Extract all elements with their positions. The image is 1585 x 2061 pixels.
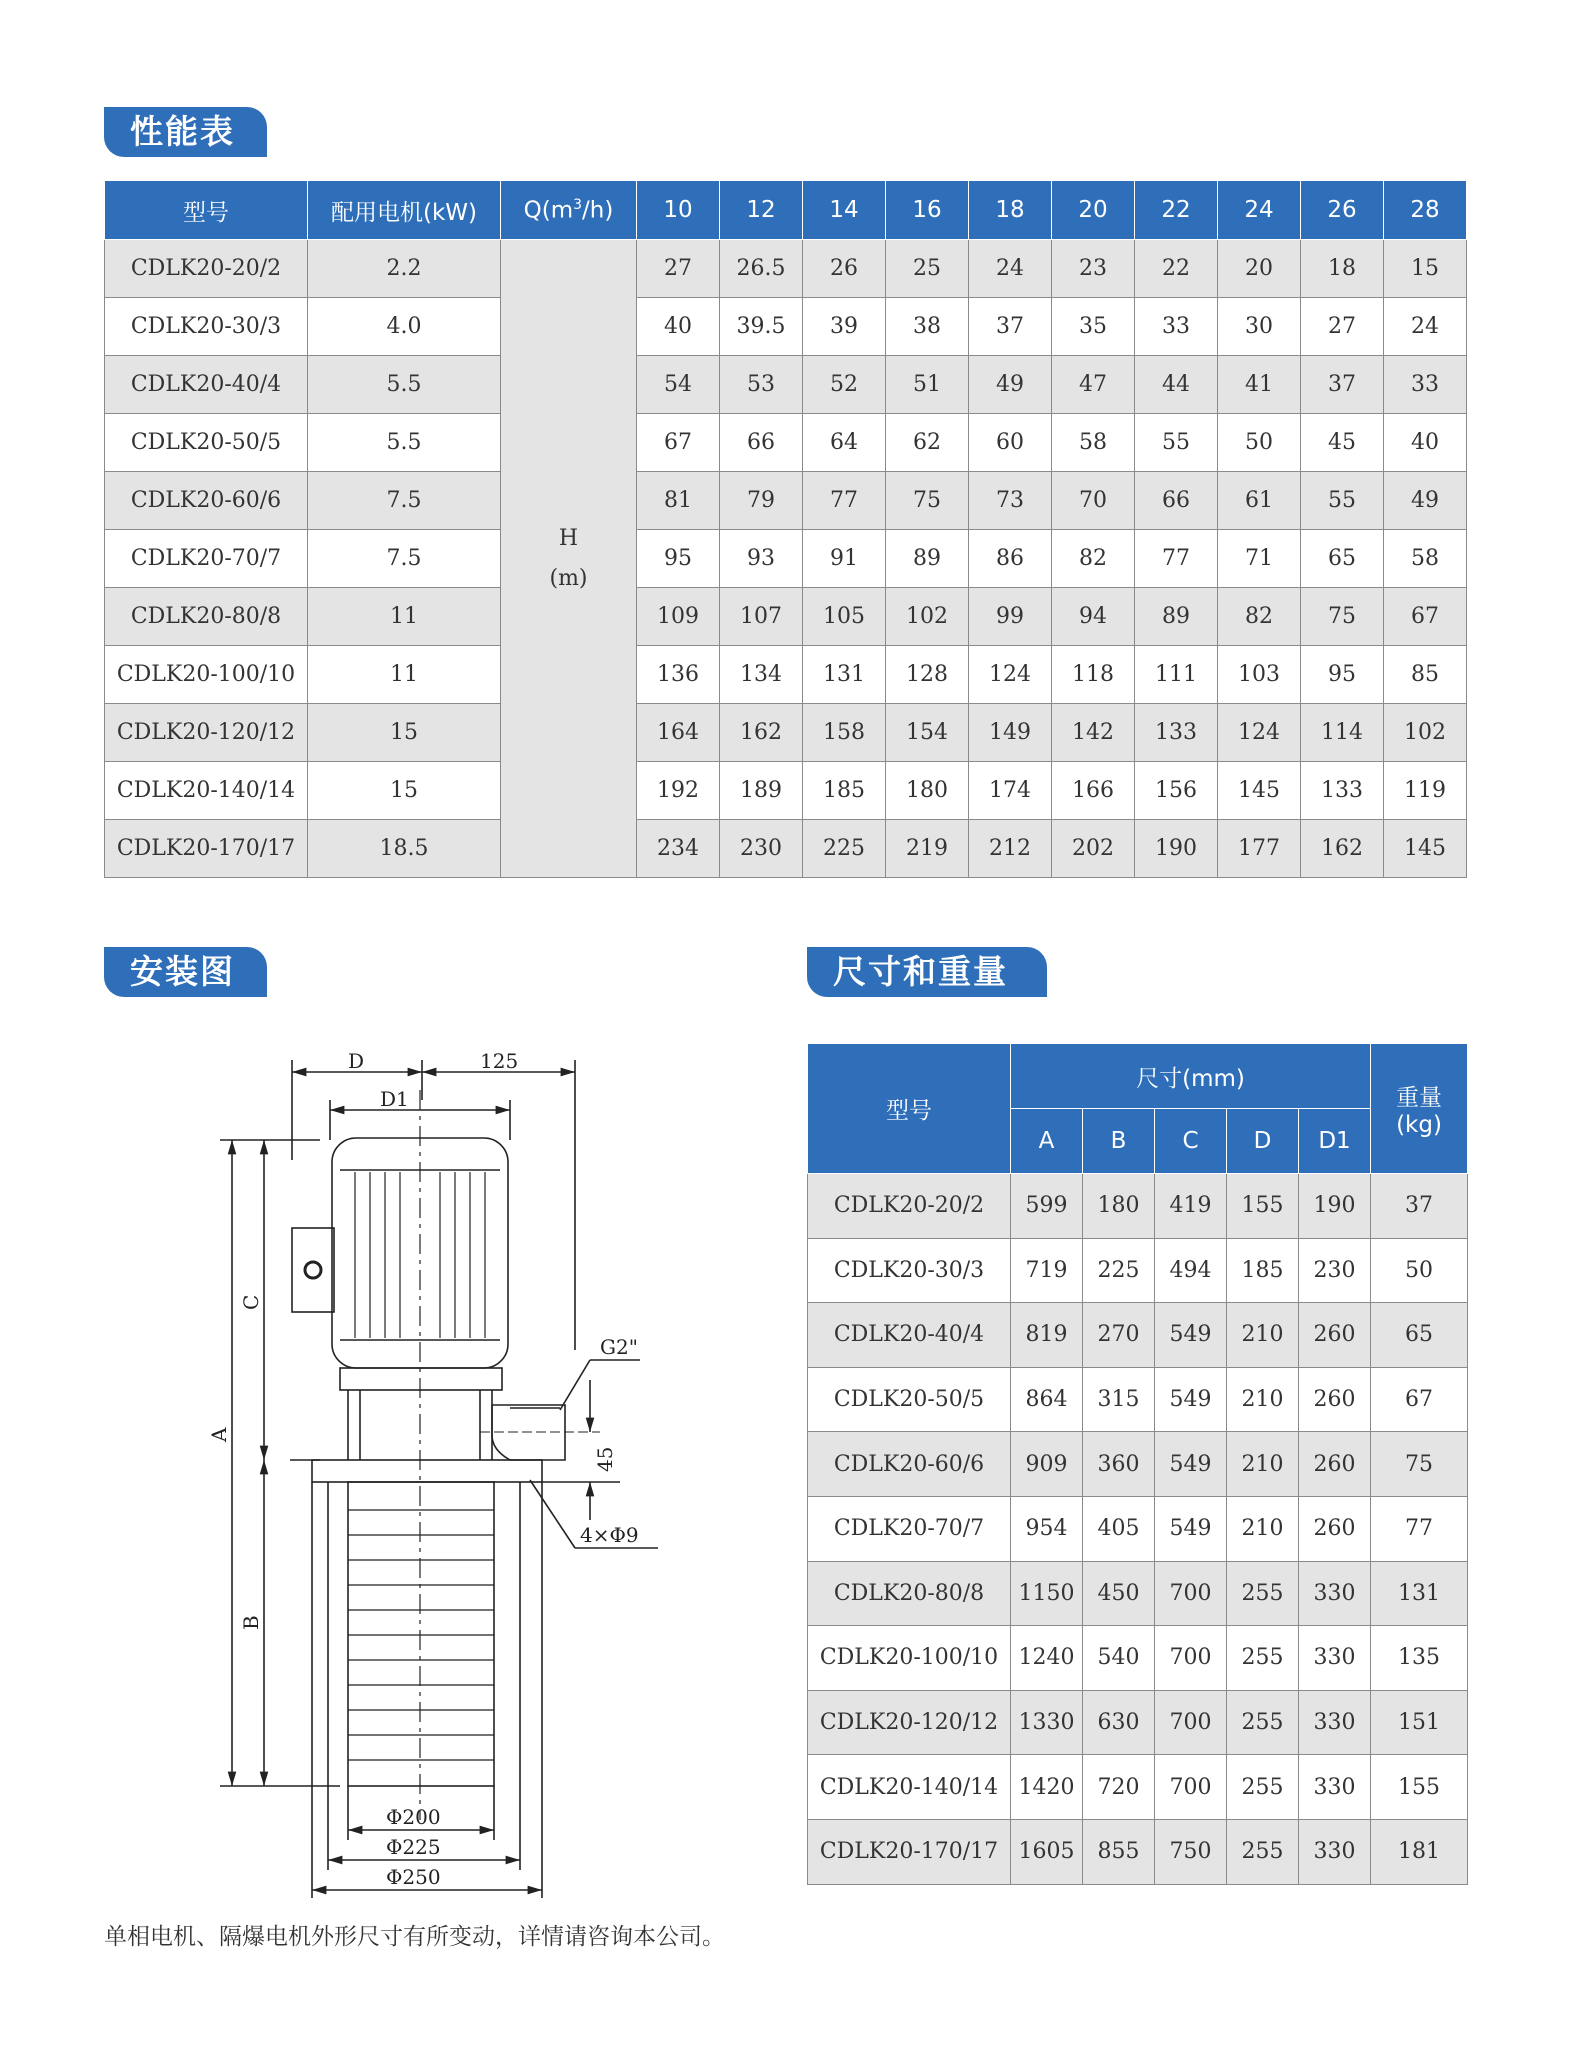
- header-flow: 28: [1384, 181, 1467, 240]
- dimension-cell: 419: [1155, 1174, 1227, 1239]
- head-value-cell: 102: [1384, 704, 1467, 762]
- dimension-cell: 855: [1083, 1819, 1155, 1884]
- head-value-cell: 82: [1052, 530, 1135, 588]
- header-flow: 16: [886, 181, 969, 240]
- weight-cell: 131: [1371, 1561, 1468, 1626]
- head-value-cell: 89: [886, 530, 969, 588]
- head-value-cell: 162: [1301, 820, 1384, 878]
- head-value-cell: 30: [1218, 298, 1301, 356]
- weight-cell: 75: [1371, 1432, 1468, 1497]
- head-unit: (m): [549, 565, 588, 591]
- header-flow-unit: $Q(m^3/h)$: [501, 181, 637, 240]
- dimension-cell: 260: [1299, 1432, 1371, 1497]
- table-row: [808, 1496, 1468, 1561]
- table-row: [808, 1303, 1468, 1368]
- label-a: A: [207, 1427, 231, 1442]
- head-value-cell: 82: [1218, 588, 1301, 646]
- head-value-cell: 225: [803, 820, 886, 878]
- table-row: [808, 1432, 1468, 1497]
- head-value-cell: 64: [803, 414, 886, 472]
- dim-header-col: C: [1155, 1109, 1227, 1174]
- model-cell: CDLK20-70/7: [808, 1496, 1011, 1561]
- dimension-cell: 260: [1299, 1496, 1371, 1561]
- dimension-cell: 210: [1227, 1496, 1299, 1561]
- weight-cell: 65: [1371, 1303, 1468, 1368]
- table-row: [808, 1174, 1468, 1239]
- head-value-cell: 230: [720, 820, 803, 878]
- head-value-cell: 142: [1052, 704, 1135, 762]
- head-value-cell: 174: [969, 762, 1052, 820]
- motor-kw-cell: 7.5: [308, 472, 501, 530]
- model-cell: CDLK20-100/10: [808, 1626, 1011, 1691]
- head-value-cell: 38: [886, 298, 969, 356]
- head-value-cell: 124: [969, 646, 1052, 704]
- table-row: [105, 820, 1467, 878]
- dimension-cell: 954: [1011, 1496, 1083, 1561]
- head-value-cell: 61: [1218, 472, 1301, 530]
- head-value-cell: 145: [1384, 820, 1467, 878]
- head-value-cell: 81: [637, 472, 720, 530]
- head-value-cell: 124: [1218, 704, 1301, 762]
- head-value-cell: 70: [1052, 472, 1135, 530]
- head-value-cell: 77: [1135, 530, 1218, 588]
- head-value-cell: 39: [803, 298, 886, 356]
- head-value-cell: 49: [1384, 472, 1467, 530]
- head-value-cell: 66: [720, 414, 803, 472]
- dimension-cell: 1420: [1011, 1755, 1083, 1820]
- dimension-cell: 360: [1083, 1432, 1155, 1497]
- dimension-cell: 750: [1155, 1819, 1227, 1884]
- header-flow: 22: [1135, 181, 1218, 240]
- dimension-cell: 330: [1299, 1626, 1371, 1691]
- install-section-title: 安装图: [104, 947, 267, 997]
- head-value-cell: 162: [720, 704, 803, 762]
- table-row: [105, 414, 1467, 472]
- table-row: [808, 1561, 1468, 1626]
- installation-drawing: [180, 1040, 700, 1900]
- model-cell: CDLK20-60/6: [808, 1432, 1011, 1497]
- dimension-cell: 180: [1083, 1174, 1155, 1239]
- head-value-cell: 55: [1135, 414, 1218, 472]
- table-row: [105, 762, 1467, 820]
- label-holes: 4×Φ9: [580, 1523, 639, 1547]
- head-value-cell: 60: [969, 414, 1052, 472]
- dimension-cell: 230: [1299, 1238, 1371, 1303]
- dimension-cell: 210: [1227, 1432, 1299, 1497]
- weight-cell: 135: [1371, 1626, 1468, 1691]
- table-row: [808, 1367, 1468, 1432]
- model-cell: CDLK20-120/12: [105, 704, 308, 762]
- dimension-cell: 630: [1083, 1690, 1155, 1755]
- model-cell: CDLK20-20/2: [105, 240, 308, 298]
- model-cell: CDLK20-50/5: [105, 414, 308, 472]
- head-value-cell: 158: [803, 704, 886, 762]
- head-value-cell: 118: [1052, 646, 1135, 704]
- label-125: 125: [480, 1049, 519, 1073]
- label-d1: D1: [380, 1087, 409, 1111]
- header-flow: 10: [637, 181, 720, 240]
- dimension-cell: 1330: [1011, 1690, 1083, 1755]
- dimension-cell: 909: [1011, 1432, 1083, 1497]
- dim-header-col: D: [1227, 1109, 1299, 1174]
- head-value-cell: 27: [1301, 298, 1384, 356]
- head-value-cell: 107: [720, 588, 803, 646]
- weight-cell: 77: [1371, 1496, 1468, 1561]
- dim-header-col: B: [1083, 1109, 1155, 1174]
- head-value-cell: 103: [1218, 646, 1301, 704]
- header-flow: 12: [720, 181, 803, 240]
- head-value-cell: 66: [1135, 472, 1218, 530]
- dimension-cell: 1240: [1011, 1626, 1083, 1691]
- head-value-cell: 131: [803, 646, 886, 704]
- head-value-cell: 44: [1135, 356, 1218, 414]
- dimension-cell: 225: [1083, 1238, 1155, 1303]
- head-value-cell: 47: [1052, 356, 1135, 414]
- head-value-cell: 49: [969, 356, 1052, 414]
- head-value-cell: 37: [969, 298, 1052, 356]
- head-value-cell: 156: [1135, 762, 1218, 820]
- head-value-cell: 52: [803, 356, 886, 414]
- table-row: [808, 1755, 1468, 1820]
- dimension-cell: 270: [1083, 1303, 1155, 1368]
- model-cell: CDLK20-30/3: [105, 298, 308, 356]
- weight-cell: 50: [1371, 1238, 1468, 1303]
- dimension-cell: 255: [1227, 1755, 1299, 1820]
- dimension-cell: 599: [1011, 1174, 1083, 1239]
- header-flow: 24: [1218, 181, 1301, 240]
- head-value-cell: 39.5: [720, 298, 803, 356]
- header-model: 型号: [105, 181, 308, 240]
- head-value-cell: 25: [886, 240, 969, 298]
- head-value-cell: 234: [637, 820, 720, 878]
- head-value-cell: 27: [637, 240, 720, 298]
- head-value-cell: 99: [969, 588, 1052, 646]
- header-flow: 20: [1052, 181, 1135, 240]
- head-value-cell: 62: [886, 414, 969, 472]
- table-row: [105, 704, 1467, 762]
- head-value-cell: 15: [1384, 240, 1467, 298]
- label-phi225: Φ225: [386, 1835, 441, 1859]
- head-value-cell: 154: [886, 704, 969, 762]
- model-cell: CDLK20-80/8: [808, 1561, 1011, 1626]
- motor-kw-cell: 11: [308, 588, 501, 646]
- head-value-cell: 45: [1301, 414, 1384, 472]
- header-flow: 26: [1301, 181, 1384, 240]
- motor-kw-cell: 4.0: [308, 298, 501, 356]
- label-45: 45: [593, 1446, 617, 1472]
- head-value-cell: 22: [1135, 240, 1218, 298]
- head-value-cell: 54: [637, 356, 720, 414]
- head-value-cell: 65: [1301, 530, 1384, 588]
- head-value-cell: 95: [637, 530, 720, 588]
- performance-section-title: 性能表: [104, 107, 267, 157]
- footnote: 单相电机、隔爆电机外形尺寸有所变动，详情请咨询本公司。: [104, 1924, 725, 1950]
- head-value-cell: 86: [969, 530, 1052, 588]
- head-value-cell: 133: [1301, 762, 1384, 820]
- dimension-cell: 405: [1083, 1496, 1155, 1561]
- dimension-cell: 255: [1227, 1626, 1299, 1691]
- motor-kw-cell: 5.5: [308, 414, 501, 472]
- head-value-cell: 89: [1135, 588, 1218, 646]
- head-value-cell: 33: [1384, 356, 1467, 414]
- dimension-table: [807, 1043, 1468, 1885]
- dimension-cell: 864: [1011, 1367, 1083, 1432]
- dimension-cell: 450: [1083, 1561, 1155, 1626]
- label-g2: G2": [600, 1335, 638, 1359]
- head-value-cell: 95: [1301, 646, 1384, 704]
- motor-kw-cell: 2.2: [308, 240, 501, 298]
- dimension-cell: 540: [1083, 1626, 1155, 1691]
- dimension-cell: 1150: [1011, 1561, 1083, 1626]
- model-cell: CDLK20-80/8: [105, 588, 308, 646]
- head-value-cell: 24: [969, 240, 1052, 298]
- model-cell: CDLK20-140/14: [808, 1755, 1011, 1820]
- model-cell: CDLK20-120/12: [808, 1690, 1011, 1755]
- dim-header-weight: 重量 (kg): [1371, 1044, 1468, 1174]
- header-flow: 18: [969, 181, 1052, 240]
- dimension-cell: 719: [1011, 1238, 1083, 1303]
- dimension-cell: 330: [1299, 1755, 1371, 1820]
- dimension-cell: 255: [1227, 1561, 1299, 1626]
- head-value-cell: 24: [1384, 298, 1467, 356]
- head-value-cell: 23: [1052, 240, 1135, 298]
- dimension-cell: 549: [1155, 1367, 1227, 1432]
- dimension-cell: 330: [1299, 1690, 1371, 1755]
- weight-cell: 37: [1371, 1174, 1468, 1239]
- dimension-cell: 549: [1155, 1303, 1227, 1368]
- head-value-cell: 166: [1052, 762, 1135, 820]
- weight-cell: 67: [1371, 1367, 1468, 1432]
- dimension-cell: 549: [1155, 1432, 1227, 1497]
- dimension-cell: 700: [1155, 1755, 1227, 1820]
- head-value-cell: 55: [1301, 472, 1384, 530]
- head-value-cell: 133: [1135, 704, 1218, 762]
- head-value-cell: 37: [1301, 356, 1384, 414]
- model-cell: CDLK20-100/10: [105, 646, 308, 704]
- model-cell: CDLK20-20/2: [808, 1174, 1011, 1239]
- head-value-cell: 149: [969, 704, 1052, 762]
- dimension-cell: 819: [1011, 1303, 1083, 1368]
- table-row: [105, 588, 1467, 646]
- dimension-cell: 155: [1227, 1174, 1299, 1239]
- head-value-cell: 40: [1384, 414, 1467, 472]
- head-value-cell: 26.5: [720, 240, 803, 298]
- table-row: [105, 356, 1467, 414]
- head-value-cell: 33: [1135, 298, 1218, 356]
- head-value-cell: 73: [969, 472, 1052, 530]
- motor-kw-cell: 11: [308, 646, 501, 704]
- head-value-cell: 94: [1052, 588, 1135, 646]
- head-value-cell: 164: [637, 704, 720, 762]
- model-cell: CDLK20-30/3: [808, 1238, 1011, 1303]
- table-row: [105, 240, 1467, 298]
- head-value-cell: 53: [720, 356, 803, 414]
- dimension-cell: 700: [1155, 1690, 1227, 1755]
- head-value-cell: 77: [803, 472, 886, 530]
- head-value-cell: 119: [1384, 762, 1467, 820]
- head-value-cell: 75: [886, 472, 969, 530]
- model-cell: CDLK20-40/4: [808, 1303, 1011, 1368]
- motor-kw-cell: 15: [308, 762, 501, 820]
- dimension-cell: 330: [1299, 1819, 1371, 1884]
- head-value-cell: 26: [803, 240, 886, 298]
- dimension-cell: 255: [1227, 1690, 1299, 1755]
- head-value-cell: 192: [637, 762, 720, 820]
- head-value-cell: 35: [1052, 298, 1135, 356]
- weight-cell: 181: [1371, 1819, 1468, 1884]
- table-row: [105, 530, 1467, 588]
- head-value-cell: 114: [1301, 704, 1384, 762]
- model-cell: CDLK20-70/7: [105, 530, 308, 588]
- head-value-cell: 67: [637, 414, 720, 472]
- table-row: [105, 646, 1467, 704]
- label-phi200: Φ200: [386, 1805, 441, 1829]
- weight-cell: 151: [1371, 1690, 1468, 1755]
- dim-header-size: 尺寸(mm): [1011, 1044, 1371, 1109]
- head-value-cell: 50: [1218, 414, 1301, 472]
- head-value-cell: 185: [803, 762, 886, 820]
- head-value-cell: 85: [1384, 646, 1467, 704]
- dimension-cell: 260: [1299, 1367, 1371, 1432]
- label-d: D: [348, 1049, 365, 1073]
- head-value-cell: 190: [1135, 820, 1218, 878]
- head-value-cell: 189: [720, 762, 803, 820]
- size-section-title: 尺寸和重量: [807, 947, 1047, 997]
- head-value-cell: 177: [1218, 820, 1301, 878]
- dimension-cell: 210: [1227, 1303, 1299, 1368]
- head-value-cell: 111: [1135, 646, 1218, 704]
- model-cell: CDLK20-50/5: [808, 1367, 1011, 1432]
- head-value-cell: 105: [803, 588, 886, 646]
- dimension-cell: 315: [1083, 1367, 1155, 1432]
- head-value-cell: 93: [720, 530, 803, 588]
- head-value-cell: 18: [1301, 240, 1384, 298]
- head-value-cell: 67: [1384, 588, 1467, 646]
- dimension-cell: 330: [1299, 1561, 1371, 1626]
- dimension-cell: 190: [1299, 1174, 1371, 1239]
- dimension-cell: 210: [1227, 1367, 1299, 1432]
- model-cell: CDLK20-60/6: [105, 472, 308, 530]
- performance-table: [104, 180, 1467, 878]
- table-row: [105, 298, 1467, 356]
- model-cell: CDLK20-40/4: [105, 356, 308, 414]
- head-value-cell: 219: [886, 820, 969, 878]
- head-value-cell: 20: [1218, 240, 1301, 298]
- head-value-cell: 109: [637, 588, 720, 646]
- weight-cell: 155: [1371, 1755, 1468, 1820]
- table-row: [808, 1238, 1468, 1303]
- label-c: C: [239, 1294, 263, 1310]
- head-value-cell: 58: [1052, 414, 1135, 472]
- table-row: [808, 1626, 1468, 1691]
- head-value-cell: 202: [1052, 820, 1135, 878]
- motor-kw-cell: 7.5: [308, 530, 501, 588]
- model-cell: CDLK20-140/14: [105, 762, 308, 820]
- head-value-cell: 58: [1384, 530, 1467, 588]
- head-value-cell: 128: [886, 646, 969, 704]
- head-label: H: [558, 525, 579, 551]
- motor-kw-cell: 15: [308, 704, 501, 762]
- label-phi250: Φ250: [386, 1865, 441, 1889]
- head-value-cell: 91: [803, 530, 886, 588]
- head-value-cell: 212: [969, 820, 1052, 878]
- dimension-cell: 260: [1299, 1303, 1371, 1368]
- head-value-cell: 71: [1218, 530, 1301, 588]
- header-flow: 14: [803, 181, 886, 240]
- model-cell: CDLK20-170/17: [808, 1819, 1011, 1884]
- head-value-cell: 180: [886, 762, 969, 820]
- header-motor: 配用电机(kW): [308, 181, 501, 240]
- dimension-cell: 1605: [1011, 1819, 1083, 1884]
- head-value-cell: 136: [637, 646, 720, 704]
- dimension-cell: 700: [1155, 1626, 1227, 1691]
- motor-kw-cell: 5.5: [308, 356, 501, 414]
- dim-header-model: 型号: [808, 1044, 1011, 1174]
- dimension-cell: 185: [1227, 1238, 1299, 1303]
- head-value-cell: 134: [720, 646, 803, 704]
- dimension-cell: 700: [1155, 1561, 1227, 1626]
- table-row: [105, 472, 1467, 530]
- head-value-cell: 75: [1301, 588, 1384, 646]
- head-value-cell: 102: [886, 588, 969, 646]
- dim-header-col: A: [1011, 1109, 1083, 1174]
- label-b: B: [239, 1615, 263, 1630]
- dimension-cell: 549: [1155, 1496, 1227, 1561]
- dimension-cell: 494: [1155, 1238, 1227, 1303]
- head-unit-cell: [501, 240, 637, 878]
- model-cell: CDLK20-170/17: [105, 820, 308, 878]
- head-value-cell: 40: [637, 298, 720, 356]
- motor-kw-cell: 18.5: [308, 820, 501, 878]
- head-value-cell: 145: [1218, 762, 1301, 820]
- dimension-cell: 720: [1083, 1755, 1155, 1820]
- table-row: [808, 1690, 1468, 1755]
- head-value-cell: 79: [720, 472, 803, 530]
- dim-header-col: D1: [1299, 1109, 1371, 1174]
- head-value-cell: 51: [886, 356, 969, 414]
- dimension-cell: 255: [1227, 1819, 1299, 1884]
- head-value-cell: 41: [1218, 356, 1301, 414]
- table-row: [808, 1819, 1468, 1884]
